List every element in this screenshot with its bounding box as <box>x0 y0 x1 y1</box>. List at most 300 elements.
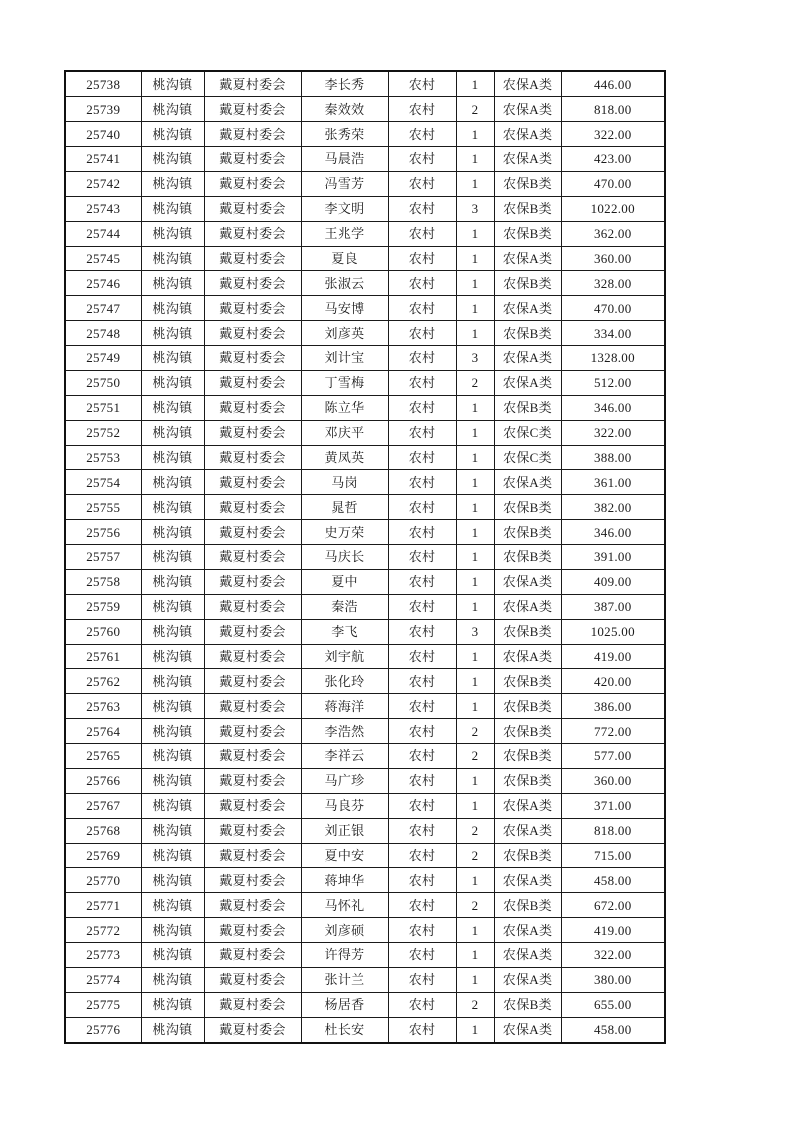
table-row <box>65 495 665 520</box>
cell-town: 桃沟镇 <box>141 495 204 520</box>
cell-residence: 农村 <box>388 122 456 147</box>
cell-village: 戴夏村委会 <box>204 171 301 196</box>
cell-count: 1 <box>456 296 494 321</box>
cell-amount: 470.00 <box>561 296 665 321</box>
cell-category: 农保A类 <box>494 918 561 943</box>
cell-town: 桃沟镇 <box>141 818 204 843</box>
cell-id: 25748 <box>65 321 141 346</box>
cell-category: 农保A类 <box>494 122 561 147</box>
cell-town: 桃沟镇 <box>141 97 204 122</box>
cell-village: 戴夏村委会 <box>204 644 301 669</box>
cell-category: 农保A类 <box>494 470 561 495</box>
cell-count: 1 <box>456 321 494 346</box>
table-row <box>65 818 665 843</box>
cell-count: 1 <box>456 768 494 793</box>
cell-category: 农保B类 <box>494 321 561 346</box>
cell-residence: 农村 <box>388 669 456 694</box>
cell-name: 黄凤英 <box>301 445 388 470</box>
table-row <box>65 918 665 943</box>
cell-residence: 农村 <box>388 893 456 918</box>
cell-id: 25740 <box>65 122 141 147</box>
cell-count: 1 <box>456 470 494 495</box>
cell-name: 李浩然 <box>301 719 388 744</box>
cell-village: 戴夏村委会 <box>204 893 301 918</box>
cell-count: 3 <box>456 619 494 644</box>
cell-town: 桃沟镇 <box>141 470 204 495</box>
cell-town: 桃沟镇 <box>141 445 204 470</box>
cell-village: 戴夏村委会 <box>204 246 301 271</box>
table-row <box>65 370 665 395</box>
cell-id: 25758 <box>65 569 141 594</box>
cell-category: 农保A类 <box>494 868 561 893</box>
cell-village: 戴夏村委会 <box>204 545 301 570</box>
cell-category: 农保A类 <box>494 370 561 395</box>
cell-town: 桃沟镇 <box>141 943 204 968</box>
cell-town: 桃沟镇 <box>141 843 204 868</box>
cell-amount: 380.00 <box>561 967 665 992</box>
cell-count: 1 <box>456 594 494 619</box>
cell-residence: 农村 <box>388 644 456 669</box>
cell-residence: 农村 <box>388 918 456 943</box>
cell-count: 1 <box>456 445 494 470</box>
cell-category: 农保A类 <box>494 644 561 669</box>
cell-id: 25739 <box>65 97 141 122</box>
cell-id: 25754 <box>65 470 141 495</box>
cell-village: 戴夏村委会 <box>204 694 301 719</box>
table-row <box>65 619 665 644</box>
cell-residence: 农村 <box>388 321 456 346</box>
cell-id: 25746 <box>65 271 141 296</box>
cell-residence: 农村 <box>388 296 456 321</box>
cell-category: 农保A类 <box>494 246 561 271</box>
cell-name: 王兆学 <box>301 221 388 246</box>
table-row <box>65 196 665 221</box>
cell-residence: 农村 <box>388 71 456 97</box>
cell-residence: 农村 <box>388 818 456 843</box>
cell-village: 戴夏村委会 <box>204 495 301 520</box>
cell-name: 秦效效 <box>301 97 388 122</box>
table-row <box>65 445 665 470</box>
cell-residence: 农村 <box>388 793 456 818</box>
cell-id: 25743 <box>65 196 141 221</box>
cell-category: 农保B类 <box>494 893 561 918</box>
table-row <box>65 321 665 346</box>
cell-category: 农保B类 <box>494 545 561 570</box>
table-row <box>65 768 665 793</box>
table-row <box>65 171 665 196</box>
cell-town: 桃沟镇 <box>141 346 204 371</box>
cell-village: 戴夏村委会 <box>204 669 301 694</box>
table-row <box>65 221 665 246</box>
cell-name: 刘正银 <box>301 818 388 843</box>
cell-count: 2 <box>456 97 494 122</box>
cell-town: 桃沟镇 <box>141 545 204 570</box>
cell-name: 马庆长 <box>301 545 388 570</box>
cell-count: 1 <box>456 171 494 196</box>
cell-town: 桃沟镇 <box>141 370 204 395</box>
cell-amount: 360.00 <box>561 246 665 271</box>
cell-category: 农保B类 <box>494 768 561 793</box>
cell-town: 桃沟镇 <box>141 1017 204 1043</box>
cell-category: 农保B类 <box>494 271 561 296</box>
cell-count: 2 <box>456 893 494 918</box>
cell-name: 蒋海洋 <box>301 694 388 719</box>
cell-village: 戴夏村委会 <box>204 122 301 147</box>
cell-residence: 农村 <box>388 221 456 246</box>
cell-village: 戴夏村委会 <box>204 221 301 246</box>
cell-category: 农保B类 <box>494 395 561 420</box>
cell-count: 1 <box>456 694 494 719</box>
cell-residence: 农村 <box>388 395 456 420</box>
cell-name: 刘宇航 <box>301 644 388 669</box>
cell-id: 25766 <box>65 768 141 793</box>
cell-town: 桃沟镇 <box>141 395 204 420</box>
cell-village: 戴夏村委会 <box>204 296 301 321</box>
table-row <box>65 594 665 619</box>
cell-category: 农保A类 <box>494 97 561 122</box>
cell-name: 马怀礼 <box>301 893 388 918</box>
cell-village: 戴夏村委会 <box>204 196 301 221</box>
cell-town: 桃沟镇 <box>141 147 204 172</box>
table-row <box>65 943 665 968</box>
cell-count: 1 <box>456 569 494 594</box>
cell-amount: 419.00 <box>561 644 665 669</box>
cell-category: 农保B类 <box>494 843 561 868</box>
cell-village: 戴夏村委会 <box>204 445 301 470</box>
cell-count: 2 <box>456 370 494 395</box>
payment-table-body <box>65 71 665 1043</box>
table-row <box>65 644 665 669</box>
cell-count: 1 <box>456 943 494 968</box>
cell-name: 杨居香 <box>301 992 388 1017</box>
cell-category: 农保A类 <box>494 943 561 968</box>
cell-category: 农保B类 <box>494 992 561 1017</box>
cell-name: 杜长安 <box>301 1017 388 1043</box>
cell-town: 桃沟镇 <box>141 918 204 943</box>
table-row <box>65 346 665 371</box>
cell-residence: 农村 <box>388 495 456 520</box>
cell-count: 2 <box>456 719 494 744</box>
cell-village: 戴夏村委会 <box>204 992 301 1017</box>
cell-amount: 512.00 <box>561 370 665 395</box>
cell-id: 25752 <box>65 420 141 445</box>
table-row <box>65 545 665 570</box>
cell-residence: 农村 <box>388 1017 456 1043</box>
cell-category: 农保A类 <box>494 967 561 992</box>
cell-name: 夏中 <box>301 569 388 594</box>
cell-residence: 农村 <box>388 992 456 1017</box>
cell-name: 邓庆平 <box>301 420 388 445</box>
cell-name: 刘彦硕 <box>301 918 388 943</box>
cell-category: 农保A类 <box>494 793 561 818</box>
cell-amount: 387.00 <box>561 594 665 619</box>
cell-id: 25774 <box>65 967 141 992</box>
cell-id: 25772 <box>65 918 141 943</box>
cell-residence: 农村 <box>388 346 456 371</box>
cell-village: 戴夏村委会 <box>204 470 301 495</box>
cell-town: 桃沟镇 <box>141 868 204 893</box>
cell-village: 戴夏村委会 <box>204 271 301 296</box>
cell-count: 1 <box>456 793 494 818</box>
cell-category: 农保A类 <box>494 346 561 371</box>
cell-residence: 农村 <box>388 445 456 470</box>
cell-amount: 362.00 <box>561 221 665 246</box>
cell-village: 戴夏村委会 <box>204 71 301 97</box>
cell-count: 1 <box>456 71 494 97</box>
cell-town: 桃沟镇 <box>141 321 204 346</box>
cell-count: 1 <box>456 868 494 893</box>
cell-count: 2 <box>456 818 494 843</box>
cell-village: 戴夏村委会 <box>204 719 301 744</box>
cell-id: 25747 <box>65 296 141 321</box>
cell-residence: 农村 <box>388 271 456 296</box>
cell-id: 25749 <box>65 346 141 371</box>
table-row <box>65 1017 665 1043</box>
cell-id: 25742 <box>65 171 141 196</box>
cell-residence: 农村 <box>388 843 456 868</box>
cell-amount: 409.00 <box>561 569 665 594</box>
cell-count: 3 <box>456 346 494 371</box>
cell-name: 刘彦英 <box>301 321 388 346</box>
cell-village: 戴夏村委会 <box>204 594 301 619</box>
cell-amount: 322.00 <box>561 420 665 445</box>
cell-village: 戴夏村委会 <box>204 967 301 992</box>
cell-town: 桃沟镇 <box>141 221 204 246</box>
cell-count: 1 <box>456 967 494 992</box>
cell-id: 25751 <box>65 395 141 420</box>
table-row <box>65 520 665 545</box>
cell-amount: 1025.00 <box>561 619 665 644</box>
cell-residence: 农村 <box>388 967 456 992</box>
cell-village: 戴夏村委会 <box>204 793 301 818</box>
cell-residence: 农村 <box>388 171 456 196</box>
cell-name: 李长秀 <box>301 71 388 97</box>
cell-town: 桃沟镇 <box>141 569 204 594</box>
cell-amount: 388.00 <box>561 445 665 470</box>
cell-name: 蒋坤华 <box>301 868 388 893</box>
cell-count: 1 <box>456 221 494 246</box>
cell-count: 2 <box>456 744 494 769</box>
cell-residence: 农村 <box>388 619 456 644</box>
cell-name: 丁雪梅 <box>301 370 388 395</box>
cell-amount: 470.00 <box>561 171 665 196</box>
cell-town: 桃沟镇 <box>141 719 204 744</box>
cell-id: 25762 <box>65 669 141 694</box>
cell-amount: 577.00 <box>561 744 665 769</box>
cell-amount: 419.00 <box>561 918 665 943</box>
cell-amount: 322.00 <box>561 122 665 147</box>
cell-amount: 423.00 <box>561 147 665 172</box>
cell-id: 25755 <box>65 495 141 520</box>
cell-residence: 农村 <box>388 545 456 570</box>
cell-amount: 334.00 <box>561 321 665 346</box>
table-row <box>65 71 665 97</box>
cell-count: 2 <box>456 843 494 868</box>
cell-category: 农保B类 <box>494 196 561 221</box>
cell-category: 农保A类 <box>494 1017 561 1043</box>
cell-count: 1 <box>456 1017 494 1043</box>
cell-id: 25775 <box>65 992 141 1017</box>
cell-town: 桃沟镇 <box>141 594 204 619</box>
table-row <box>65 893 665 918</box>
cell-village: 戴夏村委会 <box>204 619 301 644</box>
cell-amount: 322.00 <box>561 943 665 968</box>
cell-name: 夏良 <box>301 246 388 271</box>
cell-category: 农保A类 <box>494 818 561 843</box>
table-row <box>65 793 665 818</box>
table-row <box>65 967 665 992</box>
cell-count: 1 <box>456 147 494 172</box>
cell-category: 农保B类 <box>494 719 561 744</box>
cell-name: 马安博 <box>301 296 388 321</box>
cell-town: 桃沟镇 <box>141 644 204 669</box>
cell-count: 1 <box>456 122 494 147</box>
cell-village: 戴夏村委会 <box>204 321 301 346</box>
cell-count: 1 <box>456 918 494 943</box>
cell-id: 25769 <box>65 843 141 868</box>
cell-count: 1 <box>456 545 494 570</box>
cell-amount: 818.00 <box>561 818 665 843</box>
cell-amount: 458.00 <box>561 868 665 893</box>
cell-amount: 391.00 <box>561 545 665 570</box>
cell-count: 1 <box>456 644 494 669</box>
cell-residence: 农村 <box>388 694 456 719</box>
cell-id: 25773 <box>65 943 141 968</box>
cell-category: 农保A类 <box>494 296 561 321</box>
cell-residence: 农村 <box>388 420 456 445</box>
cell-name: 刘计宝 <box>301 346 388 371</box>
cell-residence: 农村 <box>388 868 456 893</box>
cell-name: 陈立华 <box>301 395 388 420</box>
cell-count: 1 <box>456 271 494 296</box>
cell-village: 戴夏村委会 <box>204 370 301 395</box>
table-row <box>65 744 665 769</box>
cell-town: 桃沟镇 <box>141 420 204 445</box>
cell-id: 25738 <box>65 71 141 97</box>
cell-amount: 446.00 <box>561 71 665 97</box>
cell-category: 农保C类 <box>494 420 561 445</box>
cell-category: 农保A类 <box>494 147 561 172</box>
cell-village: 戴夏村委会 <box>204 868 301 893</box>
table-row <box>65 992 665 1017</box>
cell-town: 桃沟镇 <box>141 71 204 97</box>
cell-residence: 农村 <box>388 744 456 769</box>
cell-residence: 农村 <box>388 943 456 968</box>
cell-amount: 1022.00 <box>561 196 665 221</box>
cell-id: 25765 <box>65 744 141 769</box>
cell-village: 戴夏村委会 <box>204 569 301 594</box>
table-row <box>65 97 665 122</box>
cell-amount: 361.00 <box>561 470 665 495</box>
cell-amount: 772.00 <box>561 719 665 744</box>
cell-amount: 420.00 <box>561 669 665 694</box>
cell-id: 25744 <box>65 221 141 246</box>
cell-town: 桃沟镇 <box>141 768 204 793</box>
cell-count: 1 <box>456 495 494 520</box>
cell-village: 戴夏村委会 <box>204 843 301 868</box>
cell-village: 戴夏村委会 <box>204 768 301 793</box>
cell-id: 25767 <box>65 793 141 818</box>
cell-id: 25745 <box>65 246 141 271</box>
table-row <box>65 122 665 147</box>
cell-category: 农保B类 <box>494 669 561 694</box>
cell-town: 桃沟镇 <box>141 196 204 221</box>
table-row <box>65 246 665 271</box>
cell-town: 桃沟镇 <box>141 296 204 321</box>
cell-name: 李文明 <box>301 196 388 221</box>
cell-village: 戴夏村委会 <box>204 97 301 122</box>
cell-residence: 农村 <box>388 196 456 221</box>
cell-amount: 1328.00 <box>561 346 665 371</box>
cell-town: 桃沟镇 <box>141 793 204 818</box>
cell-amount: 818.00 <box>561 97 665 122</box>
table-row <box>65 694 665 719</box>
cell-count: 1 <box>456 520 494 545</box>
cell-category: 农保B类 <box>494 221 561 246</box>
cell-residence: 农村 <box>388 569 456 594</box>
cell-count: 1 <box>456 395 494 420</box>
cell-name: 冯雪芳 <box>301 171 388 196</box>
cell-count: 1 <box>456 246 494 271</box>
cell-amount: 655.00 <box>561 992 665 1017</box>
cell-name: 张计兰 <box>301 967 388 992</box>
cell-name: 晁哲 <box>301 495 388 520</box>
cell-category: 农保A类 <box>494 569 561 594</box>
cell-residence: 农村 <box>388 768 456 793</box>
cell-id: 25760 <box>65 619 141 644</box>
cell-id: 25768 <box>65 818 141 843</box>
cell-name: 马良芬 <box>301 793 388 818</box>
table-row <box>65 470 665 495</box>
cell-name: 张化玲 <box>301 669 388 694</box>
cell-town: 桃沟镇 <box>141 992 204 1017</box>
cell-id: 25757 <box>65 545 141 570</box>
cell-amount: 346.00 <box>561 520 665 545</box>
cell-residence: 农村 <box>388 370 456 395</box>
cell-category: 农保B类 <box>494 520 561 545</box>
cell-name: 马广珍 <box>301 768 388 793</box>
cell-category: 农保A类 <box>494 594 561 619</box>
cell-village: 戴夏村委会 <box>204 1017 301 1043</box>
table-row <box>65 147 665 172</box>
cell-category: 农保A类 <box>494 71 561 97</box>
cell-id: 25776 <box>65 1017 141 1043</box>
cell-id: 25770 <box>65 868 141 893</box>
cell-residence: 农村 <box>388 719 456 744</box>
cell-amount: 458.00 <box>561 1017 665 1043</box>
cell-town: 桃沟镇 <box>141 520 204 545</box>
cell-residence: 农村 <box>388 97 456 122</box>
cell-amount: 346.00 <box>561 395 665 420</box>
cell-town: 桃沟镇 <box>141 619 204 644</box>
table-row <box>65 569 665 594</box>
cell-id: 25764 <box>65 719 141 744</box>
cell-name: 夏中安 <box>301 843 388 868</box>
cell-amount: 672.00 <box>561 893 665 918</box>
cell-amount: 382.00 <box>561 495 665 520</box>
cell-amount: 715.00 <box>561 843 665 868</box>
cell-name: 史万荣 <box>301 520 388 545</box>
cell-id: 25759 <box>65 594 141 619</box>
cell-amount: 360.00 <box>561 768 665 793</box>
table-row <box>65 868 665 893</box>
cell-town: 桃沟镇 <box>141 967 204 992</box>
cell-town: 桃沟镇 <box>141 744 204 769</box>
cell-id: 25763 <box>65 694 141 719</box>
cell-category: 农保B类 <box>494 619 561 644</box>
table-row <box>65 296 665 321</box>
cell-amount: 328.00 <box>561 271 665 296</box>
